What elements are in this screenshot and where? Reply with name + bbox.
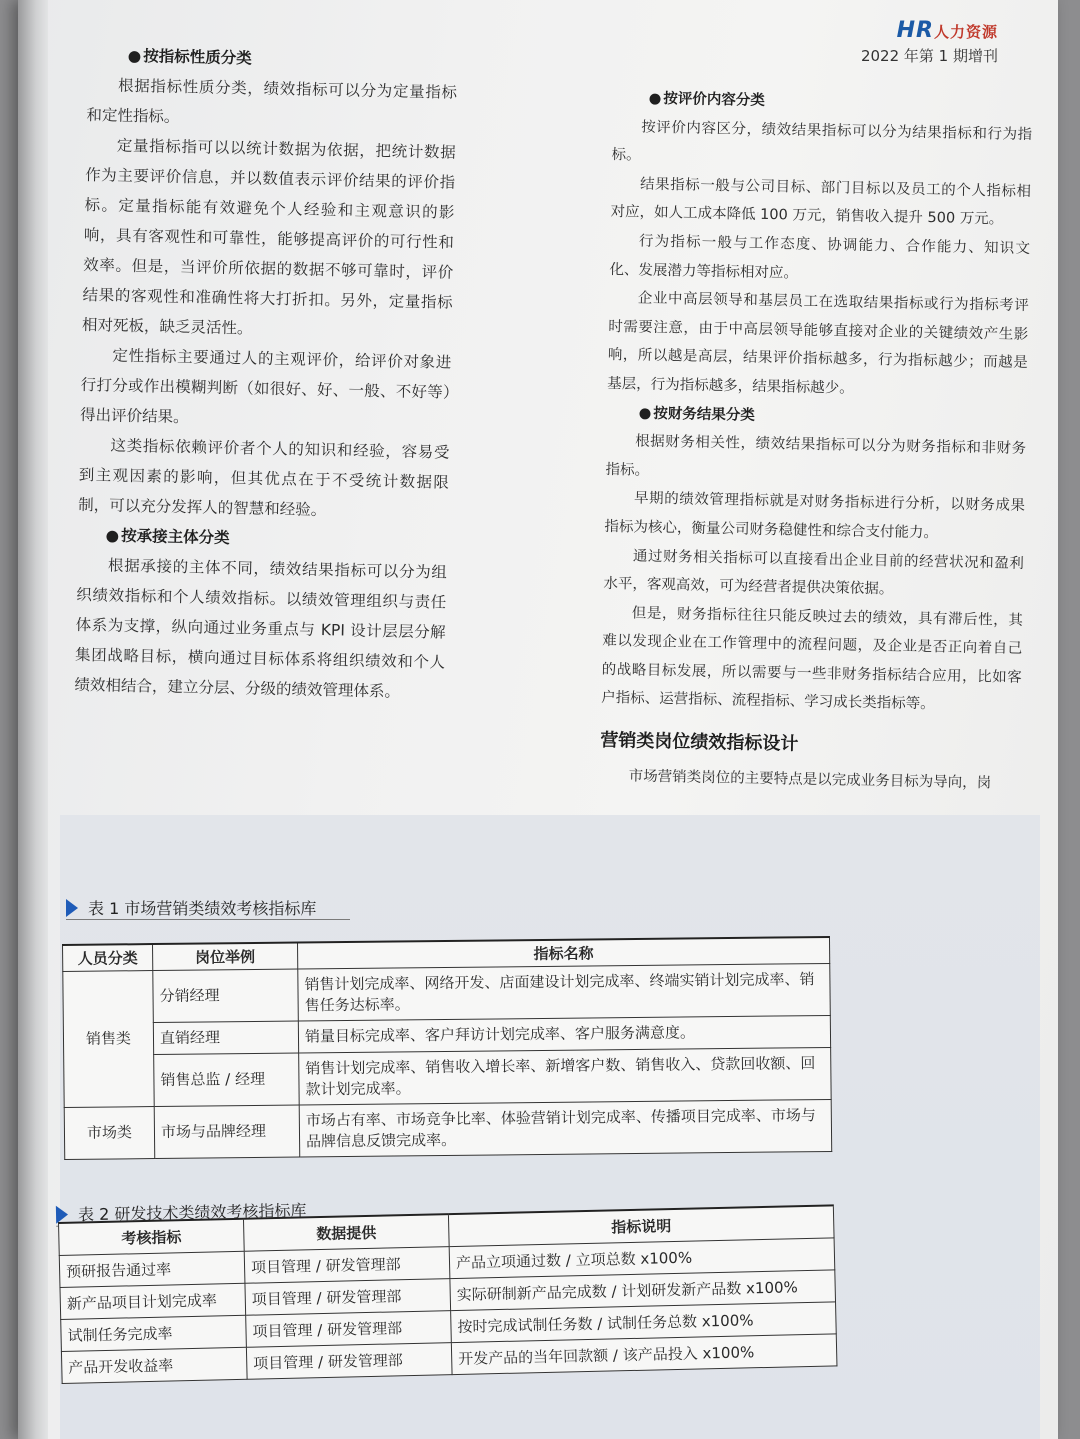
paragraph: 这类指标依赖评价者个人的知识和经验，容易受到主观因素的影响，但其优点在于不受统计数据限制，可以充分发挥人的智慧和经验。 xyxy=(78,436,450,520)
metric-cell: 产品开发收益率 xyxy=(61,1347,247,1383)
paragraph: 市场营销类岗位的主要特点是以完成业务目标为导向，岗 xyxy=(628,768,992,792)
table-header-cell: 岗位举例 xyxy=(153,943,298,971)
section-heading: ● 按财务结果分类 xyxy=(638,399,1026,435)
group-cell: 市场类 xyxy=(64,1107,155,1160)
article-subheading: 营销类岗位绩效指标设计 xyxy=(600,729,799,755)
marketing-metrics-table xyxy=(62,936,832,1160)
desc-cell: 实际研制新产品完成数 / 计划研发新产品数 x100% xyxy=(450,1269,836,1310)
metric-cell: 预研报告通过率 xyxy=(59,1251,245,1287)
desc-cell: 产品立项通过数 / 立项总数 x100% xyxy=(449,1237,835,1278)
issue-label: 2022 年第 1 期增刊 xyxy=(860,47,998,65)
post-cell: 直销经理 xyxy=(153,1021,298,1055)
section-heading: ● 按评价内容分类 xyxy=(648,85,1032,121)
source-cell: 项目管理 / 研发管理部 xyxy=(246,1342,452,1379)
metrics-cell: 市场占有率、市场竞争比率、体验营销计划完成率、传播项目完成率、市场与品牌信息反馈完成率。 xyxy=(299,1099,832,1157)
post-cell: 销售总监 / 经理 xyxy=(154,1053,300,1107)
metric-cell: 新产品项目计划完成率 xyxy=(60,1283,246,1319)
table-row xyxy=(63,963,831,1023)
page-spine xyxy=(18,0,48,1439)
page-header xyxy=(861,18,998,66)
section-heading: ● 按指标性质分类 xyxy=(127,41,458,78)
paragraph: 行为指标一般与工作态度、协调能力、合作能力、知识文化、发展潜力等指标相对应。 xyxy=(609,233,1031,282)
group-cell: 销售类 xyxy=(63,971,154,1108)
magazine-logo: HR人力资源 xyxy=(896,18,998,43)
desc-cell: 开发产品的当年回款额 / 该产品投入 x100% xyxy=(451,1333,837,1374)
post-cell: 市场与品牌经理 xyxy=(154,1105,300,1159)
paragraph: 根据承接的主体不同，绩效结果指标可以分为组织绩效指标和个人绩效指标。以绩效管理组织与责任体系为支撑，纵向通过业务重点与 KPI 设计层层分解集团战略目标，横向通过目标体系将组织绩效和个人绩效相结合，建立分层、分级的绩效管理体系。 xyxy=(74,556,448,701)
rnd-metrics-table xyxy=(58,1204,837,1383)
section-heading: ● 按承接主体分类 xyxy=(105,520,448,557)
table-row xyxy=(64,1047,832,1107)
desc-cell: 按时完成试制任务数 / 试制任务总数 x100% xyxy=(451,1301,837,1342)
paragraph: 企业中高层领导和基层员工在选取结果指标或行为指标考评时需要注意，由于中高层领导能够直接对企业的关键绩效产生影响，所以越是高层，结果评价指标越多，行为指标越少；而越是基层，行为指标越多，结果指标越少。 xyxy=(607,290,1029,397)
table-row xyxy=(64,1099,832,1159)
table2-title: 表 2 研发技术类绩效考核指标库 xyxy=(56,1197,340,1226)
paragraph: 根据指标性质分类，绩效指标可以分为定量指标和定性指标。 xyxy=(86,76,458,126)
paragraph: 按评价内容区分，绩效结果指标可以分为结果指标和行为指标。 xyxy=(611,119,1033,164)
paragraph: 根据财务相关性，绩效结果指标可以分为财务指标和非财务指标。 xyxy=(605,433,1027,479)
source-cell: 项目管理 / 研发管理部 xyxy=(245,1278,451,1315)
paragraph: 但是，财务指标往往只能反映过去的绩效，具有滞后性，其难以发现企业在工作管理中的流程问题，及企业是否正向着自己的战略目标发展，所以需要与一些非财务指标结合应用，比如客户指标、运营指标、流程指标、学习成长类指标等。 xyxy=(601,605,1023,713)
table1-title: 表 1 市场营销类绩效考核指标库 xyxy=(66,896,350,920)
metrics-cell: 销售计划完成率、销售收入增长率、新增客户数、销售收入、贷款回收额、回款计划完成率。 xyxy=(299,1047,832,1105)
paragraph: 定性指标主要通过人的主观评价，给评价对象进行打分或作出模糊判断（如很好、好、一般、不好等）得出评价结果。 xyxy=(79,346,452,427)
source-cell: 项目管理 / 研发管理部 xyxy=(246,1310,452,1347)
table-header-cell: 指标名称 xyxy=(297,937,829,969)
metrics-cell: 销量目标完成率、客户拜访计划完成率、客户服务满意度。 xyxy=(298,1015,830,1053)
table-header-cell: 人员分类 xyxy=(63,944,153,971)
table-header-cell: 考核指标 xyxy=(59,1219,245,1255)
paragraph: 通过财务相关指标可以直接看出企业目前的经营状况和盈利水平，客观高效，可为经营者提供决策依据。 xyxy=(603,547,1025,598)
right-column xyxy=(599,84,1032,798)
left-column xyxy=(74,40,458,708)
post-cell: 分销经理 xyxy=(153,969,299,1023)
table-header-cell: 指标说明 xyxy=(448,1205,834,1246)
table-header-cell: 数据提供 xyxy=(243,1214,449,1251)
metric-cell: 试制任务完成率 xyxy=(61,1315,247,1351)
metrics-cell: 销售计划完成率、网络开发、店面建设计划完成率、终端实销计划完成率、销售任务达标率。 xyxy=(298,963,831,1021)
source-cell: 项目管理 / 研发管理部 xyxy=(244,1246,450,1283)
paragraph: 结果指标一般与公司目标、部门目标以及员工的个人指标相对应，如人工成本降低 100 万元，销售收入提升 500 万元。 xyxy=(610,176,1032,228)
paragraph: 早期的绩效管理指标就是对财务指标进行分析，以财务成果指标为核心，衡量公司财务稳健性和综合支付能力。 xyxy=(604,490,1026,542)
paragraph: 定量指标指可以以统计数据为依据，把统计数据作为主要评价信息，并以数值表示评价结果的评价指标。定量指标能有效避免个人经验和主观意识的影响，具有客观性和可靠性，能够提高评价的可行性和效率。但是，当评价所依据的数据不够可靠时，评价结果的客观性和准确性将大打折扣。另外，定量指标相对死板，缺乏灵活性。 xyxy=(81,136,456,338)
